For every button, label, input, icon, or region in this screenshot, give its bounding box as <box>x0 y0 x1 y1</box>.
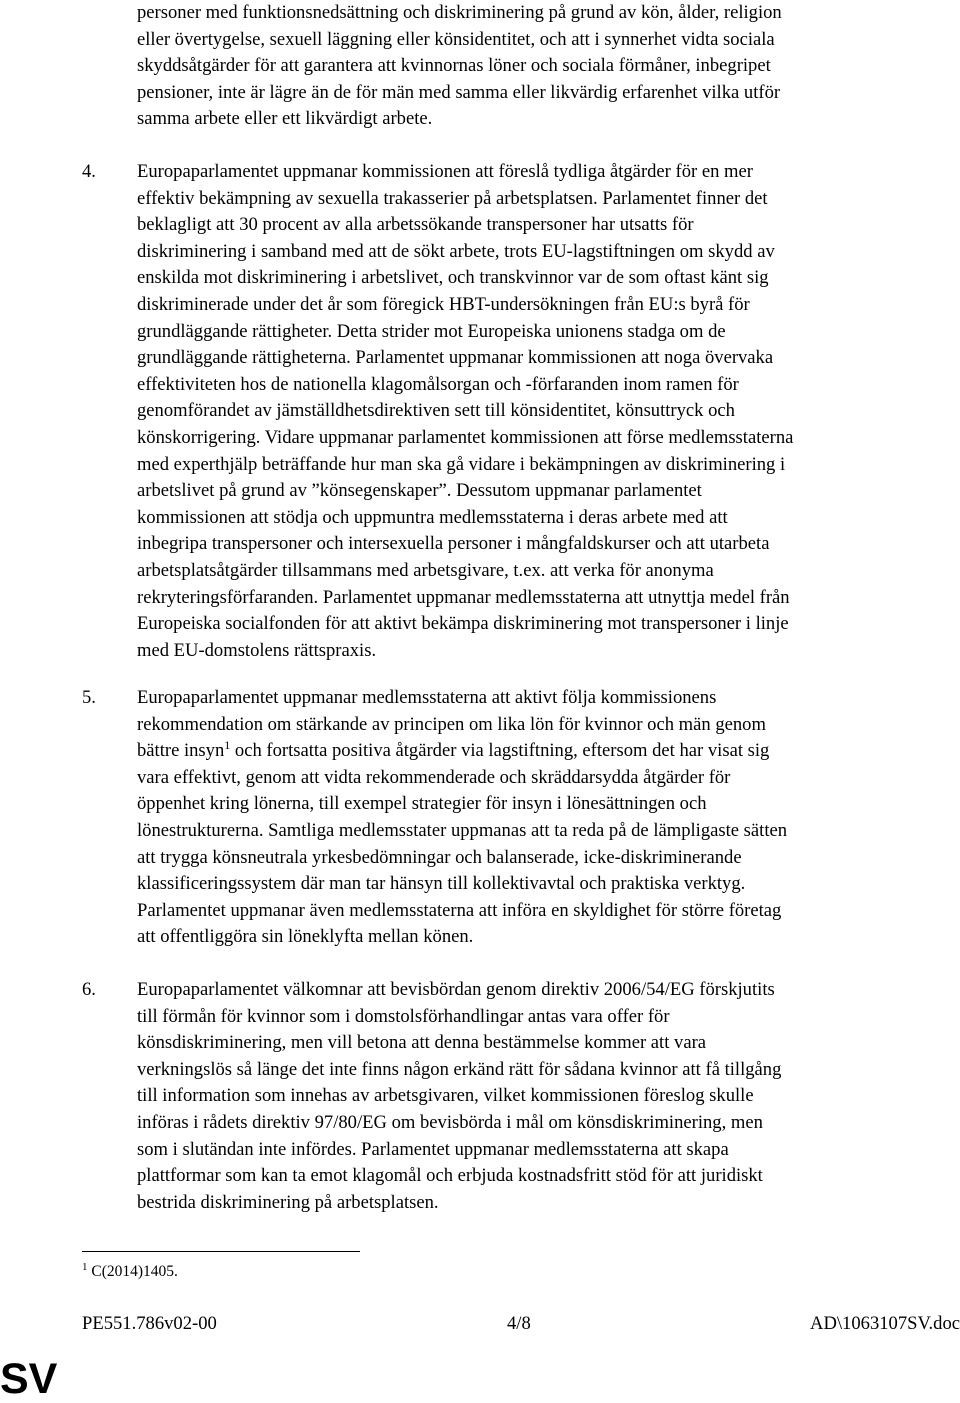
paragraph-text <box>137 159 960 664</box>
text-line: enskilda mot diskriminering i arbetslivet, och transkvinnor var de som oftast känt sig <box>137 267 769 289</box>
text-line: införas i rådets direktiv 97/80/EG om bevisbörda i mål om könsdiskriminering, men <box>137 1111 763 1133</box>
text-line <box>137 738 960 765</box>
text-line: plattformar som kan ta emot klagomål och erbjuda kostnadsfritt stöd för att juridiskt <box>137 1165 763 1187</box>
paragraph-number: 4. <box>82 161 96 182</box>
text-line: till information som innehas av arbetsgivaren, vilket kommissionen föreslog skulle <box>137 1085 754 1107</box>
text-line: verkningslös så länge det inte finns någon erkänd rätt för sådana kvinnor att få tillgång <box>137 1058 782 1080</box>
paragraph-text <box>137 977 960 1216</box>
text-line: effektiviteten hos de nationella klagomålsorgan och -förfaranden inom ramen för <box>137 373 739 395</box>
footnote-reference[interactable]: 1 <box>224 738 231 753</box>
text-line: diskriminering i samband med att de sökt arbete, trots EU-lagstiftningen om skydd av <box>137 240 775 262</box>
footer-page-number: 4/8 <box>507 1313 531 1334</box>
text-line: med experthjälp beträffande hur man ska gå vidare i bekämpningen av diskriminering i <box>137 453 786 475</box>
text-line: att trygga könsneutrala yrkesbedömningar och balanserade, icke-diskriminerande <box>137 846 742 868</box>
text-line: könskorrigering. Vidare uppmanar parlamentet kommissionen att förse medlemsstaterna <box>137 426 794 448</box>
text-line: Europaparlamentet uppmanar medlemsstaterna att aktivt följa kommissionens <box>137 687 717 708</box>
language-code: SV <box>0 1355 58 1403</box>
text-line: grundläggande rättigheter. Detta strider mot Europeiska unionens stadga om de <box>137 320 726 342</box>
text-line: som i slutändan inte infördes. Parlamentet uppmanar medlemsstaterna att skapa <box>137 1138 729 1160</box>
footnote-marker: 1 <box>82 1261 88 1273</box>
footer-file-name: AD\1063107SV.doc <box>810 1313 960 1334</box>
text-line: beklagligt att 30 procent av alla arbetssökande transpersoner har utsatts för <box>137 214 694 236</box>
text-line: effektiv bekämpning av sexuella trakasserier på arbetsplatsen. Parlamentet finner det <box>137 187 768 209</box>
text-line: skyddsåtgärder för att garantera att kvinnornas löner och sociala förmåner, inbegripet <box>137 55 771 77</box>
continuation-paragraph <box>137 0 959 133</box>
text-line: klassificeringssystem där man tar hänsyn till kollektivavtal och praktiska verktyg. <box>137 873 746 895</box>
paragraph-text <box>137 685 960 951</box>
text-line: till förmån för kvinnor som i domstolsförhandlingar antas vara offer för <box>137 1005 670 1027</box>
text-line: arbetsplatsåtgärder tillsammans med arbetsgivare, t.ex. att verka för anonyma <box>137 559 714 581</box>
text-line: vara effektivt, genom att vidta rekommenderade och skräddarsydda åtgärder för <box>137 766 731 788</box>
text-line: Parlamentet uppmanar även medlemsstaterna att införa en skyldighet för större företag <box>137 899 782 921</box>
text-line: arbetslivet på grund av ”könsegenskaper”. Dessutom uppmanar parlamentet <box>137 480 702 502</box>
text-segment: och fortsatta positiva åtgärder via lagstiftning, eftersom det har visat sig <box>230 740 770 762</box>
text-line: Europaparlamentet uppmanar kommissionen att föreslå tydliga åtgärder för en mer <box>137 161 753 182</box>
text-line: bestrida diskriminering på arbetsplatsen. <box>137 1191 439 1213</box>
text-line: öppenhet kring lönerna, till exempel strategier för insyn i lönesättningen och <box>137 793 707 815</box>
footnote <box>82 1262 178 1282</box>
text-line: lönestrukturerna. Samtliga medlemsstater uppmanas att ta reda på de lämpligaste sätten <box>137 819 788 841</box>
text-line: pensioner, inte är lägre än de för män med samma eller likvärdig erfarenhet vilka utför <box>137 81 781 103</box>
text-segment: bättre insyn <box>137 740 225 762</box>
text-line: att offentliggöra sin löneklyfta mellan könen. <box>137 926 474 948</box>
text-line: med EU-domstolens rättspraxis. <box>137 639 377 661</box>
footnote-separator <box>82 1251 360 1252</box>
text-line: personer med funktionsnedsättning och diskriminering på grund av kön, ålder, religion <box>137 2 782 23</box>
text-line: Europeiska socialfonden för att aktivt bekämpa diskriminering mot transpersoner i linje <box>137 613 789 635</box>
text-line: diskriminerade under det år som föregick HBT-undersökningen från EU:s byrå för <box>137 293 750 315</box>
text-line: eller övertygelse, sexuell läggning eller könsidentitet, och att i synnerhet vidta sociala <box>137 28 775 50</box>
footnote-text: C(2014)1405. <box>87 1263 178 1280</box>
text-line: genomförandet av jämställdhetsdirektiven sett till könsidentitet, könsuttryck och <box>137 400 735 422</box>
text-line: samma arbete eller ett likvärdigt arbete. <box>137 108 433 130</box>
text-line: könsdiskriminering, men vill betona att denna bestämmelse kommer att vara <box>137 1032 707 1054</box>
text-line: kommissionen att stödja och uppmuntra medlemsstaterna i deras arbete med att <box>137 506 728 528</box>
text-line: grundläggande rättigheterna. Parlamentet uppmanar kommissionen att noga övervaka <box>137 347 774 369</box>
footer-document-reference: PE551.786v02-00 <box>82 1313 217 1334</box>
paragraph-number: 5. <box>82 687 96 708</box>
text-line: inbegripa transpersoner och intersexuella personer i mångfaldskurser och att utarbeta <box>137 533 770 555</box>
paragraph-number: 6. <box>82 979 96 1000</box>
text-line: Europaparlamentet välkomnar att bevisbördan genom direktiv 2006/54/EG förskjutits <box>137 979 775 1000</box>
text-line: rekryteringsförfaranden. Parlamentet uppmanar medlemsstaterna att utnyttja medel från <box>137 586 790 608</box>
text-line: rekommendation om stärkande av principen om lika lön för kvinnor och män genom <box>137 713 766 735</box>
